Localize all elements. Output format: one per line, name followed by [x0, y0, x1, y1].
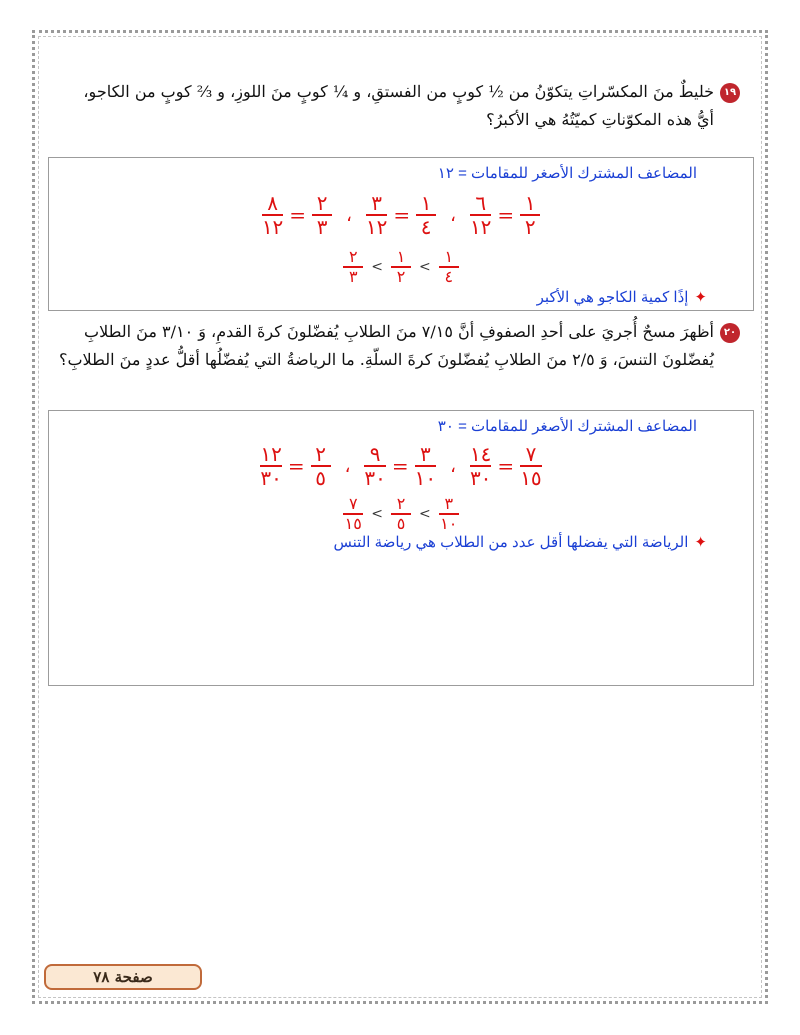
conclusion-20	[334, 533, 707, 551]
greater-than-sign: >	[371, 506, 383, 522]
fraction: $\frac{١}{٢}$	[520, 192, 540, 238]
page-number-tab: صفحة ٧٨	[44, 964, 202, 990]
equals-sign: =	[497, 203, 515, 227]
equals-sign: =	[391, 454, 409, 478]
separator: ،	[450, 455, 456, 477]
fraction: $\frac{١}{٤}$	[439, 248, 459, 286]
lcd-label: المضاعف المشترك الأصغر للمقامات = ١٢	[437, 165, 697, 182]
question-number-badge: ١٩	[720, 83, 740, 103]
fraction: $\frac{٣}{١٢}$	[365, 191, 388, 239]
fraction: $\frac{٢}{٣}$	[343, 248, 363, 286]
conclusion-text: الرياضة التي يفضلها أقل عدد من الطلاب هي رياضة التنس	[333, 534, 689, 551]
fraction: $\frac{٢}{٣}$	[312, 192, 332, 238]
comparison-row	[49, 495, 753, 533]
comparison-row	[49, 248, 753, 286]
separator: ،	[346, 204, 352, 226]
equivalent-fractions-row	[49, 443, 753, 489]
fraction: $\frac{١}{٢}$	[391, 248, 411, 286]
fraction: $\frac{٧}{١٥}$	[520, 442, 542, 490]
fraction: $\frac{٣}{١٠}$	[440, 494, 458, 533]
diamond-bullet-icon: ✦	[694, 534, 707, 551]
question-20-line-2	[40, 346, 740, 374]
greater-than-sign: >	[419, 506, 431, 522]
greater-than-sign: >	[419, 259, 431, 275]
greater-than-sign: >	[371, 259, 383, 275]
fraction: $\frac{٢}{٥}$	[311, 443, 331, 489]
fraction: $\frac{٩}{٣٠}$	[364, 442, 386, 490]
equals-sign: =	[289, 203, 307, 227]
question-19	[50, 78, 740, 134]
lcd-label: المضاعف المشترك الأصغر للمقامات = ٣٠	[437, 418, 697, 435]
separator: ،	[344, 455, 351, 477]
separator: ،	[450, 204, 456, 226]
question-20-text-2: يُفضّلونَ التنسَ، وَ ٢/٥ منَ الطلابِ يُفضّلونَ كرةَ السلّةِ. ما الرياضةُ التي يُفضّلُها أقلُّ عددٍ منَ الطلابِ؟	[59, 350, 714, 369]
equals-sign: =	[393, 203, 411, 227]
answer-box-20	[48, 410, 754, 686]
fraction: $\frac{١٤}{٣٠}$	[469, 442, 492, 490]
fraction: $\frac{٧}{١٥}$	[344, 494, 362, 533]
answer-box-19	[48, 157, 754, 311]
question-19-text-1: خليطٌ منَ المكسّراتِ يتكوّنُ من ½ كوبٍ من الفستقِ، و ¼ كوبٍ منَ اللوزِ، و ⅔ كوبٍ من الكاجو،	[83, 82, 714, 101]
fraction: $\frac{٦}{١٢}$	[469, 191, 492, 239]
equals-sign: =	[497, 454, 515, 478]
fraction: $\frac{١٢}{٣٠}$	[260, 442, 282, 490]
question-20-line-1	[40, 318, 740, 346]
question-20	[40, 318, 740, 374]
fraction: $\frac{٢}{٥}$	[391, 495, 411, 533]
question-19-line-2	[50, 106, 740, 134]
fraction: $\frac{٨}{١٢}$	[261, 191, 284, 239]
conclusion-19	[537, 288, 707, 306]
conclusion-text: إذًا كمية الكاجو هي الأكبر	[536, 289, 689, 306]
equals-sign: =	[287, 454, 305, 478]
equivalent-fractions-row	[49, 192, 753, 238]
question-19-line-1	[50, 78, 740, 106]
question-number-badge: ٢٠	[720, 323, 740, 343]
question-20-text-1: أظهرَ مسحٌ أُجريَ على أحدِ الصفوفِ أنَّ ٧/١٥ منَ الطلابِ يُفضّلونَ كرةَ القدمِ، وَ ٣/١٠ منَ الطلابِ	[84, 322, 714, 341]
diamond-bullet-icon: ✦	[694, 289, 707, 306]
fraction: $\frac{٣}{١٠}$	[414, 442, 437, 490]
fraction: $\frac{١}{٤}$	[416, 192, 436, 238]
question-19-text-2: أيُّ هذه المكوّناتِ كميّتُهُ هي الأكبرُ؟	[486, 110, 714, 129]
